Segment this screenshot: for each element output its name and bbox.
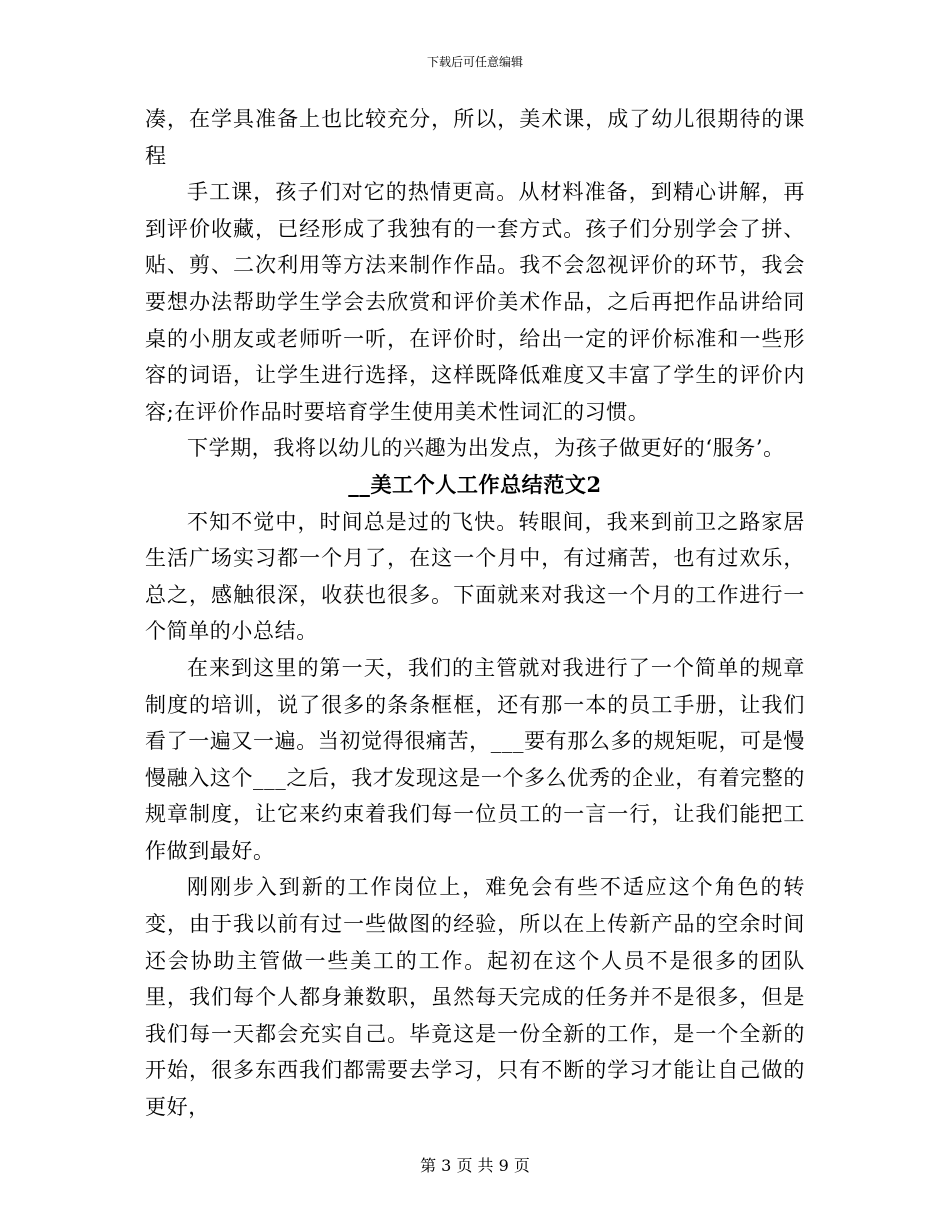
paragraph: 刚刚步入到新的工作岗位上，难免会有些不适应这个角色的转变，由于我以前有过一些做图的经验，所以在上传新产品的空余时间还会协助主管做一些美工的工作。起初在这个人员不是很多的团队里，我们每个人都身兼数职，虽然每天完成的任务并不是很多，但是我们每一天都会充实自己。毕竟这是一份全新的工作，是一个全新的开始，很多东西我们都需要去学习，只有不断的学习才能让自己做的更好， — [145, 875, 805, 1120]
paragraph: 在来到这里的第一天，我们的主管就对我进行了一个简单的规章制度的培训，说了很多的条条框框，还有那一本的员工手册，让我们看了一遍又一遍。当初觉得很痛苦，___要有那么多的规矩呢，可是慢慢融入这个___之后，我才发现这是一个多么优秀的企业，有着完整的规章制度，让它来约束着我们每一位员工的一言一行，让我们能把工作做到最好。 — [145, 655, 805, 863]
paragraph: 手工课，孩子们对它的热情更高。从材料准备，到精心讲解，再到评价收藏，已经形成了我独有的一套方式。孩子们分别学会了拼、贴、剪、二次利用等方法来制作作品。我不会忽视评价的环节，我会要想办法帮助学生学会去欣赏和评价美术作品，之后再把作品讲给同桌的小朋友或老师听一听，在评价时，给出一定的评价标准和一些形容的词语，让学生进行选择，这样既降低难度又丰富了学生的评价内容;在评价作品时要培育学生使用美术性词汇的习惯。 — [145, 180, 805, 424]
paragraph: 下学期，我将以幼儿的兴趣为出发点，为孩子做更好的‘服务’。 — [187, 436, 785, 461]
document-body — [145, 101, 805, 1126]
page-header: 下载后可任意编辑 — [426, 55, 523, 69]
paragraph: 凑，在学具准备上也比较充分，所以，美术课，成了幼儿很期待的课程 — [145, 107, 805, 168]
page-footer: 第 3 页 共 9 页 — [420, 1156, 530, 1175]
paragraph: 不知不觉中，时间总是过的飞快。转眼间，我来到前卫之路家居生活广场实习都一个月了，在这一个月中，有过痛苦，也有过欢乐，总之，感触很深，收获也很多。下面就来对我这一个月的工作进行一个简单的小总结。 — [145, 509, 805, 644]
section-title: __美工个人工作总结范文2 — [348, 471, 602, 497]
